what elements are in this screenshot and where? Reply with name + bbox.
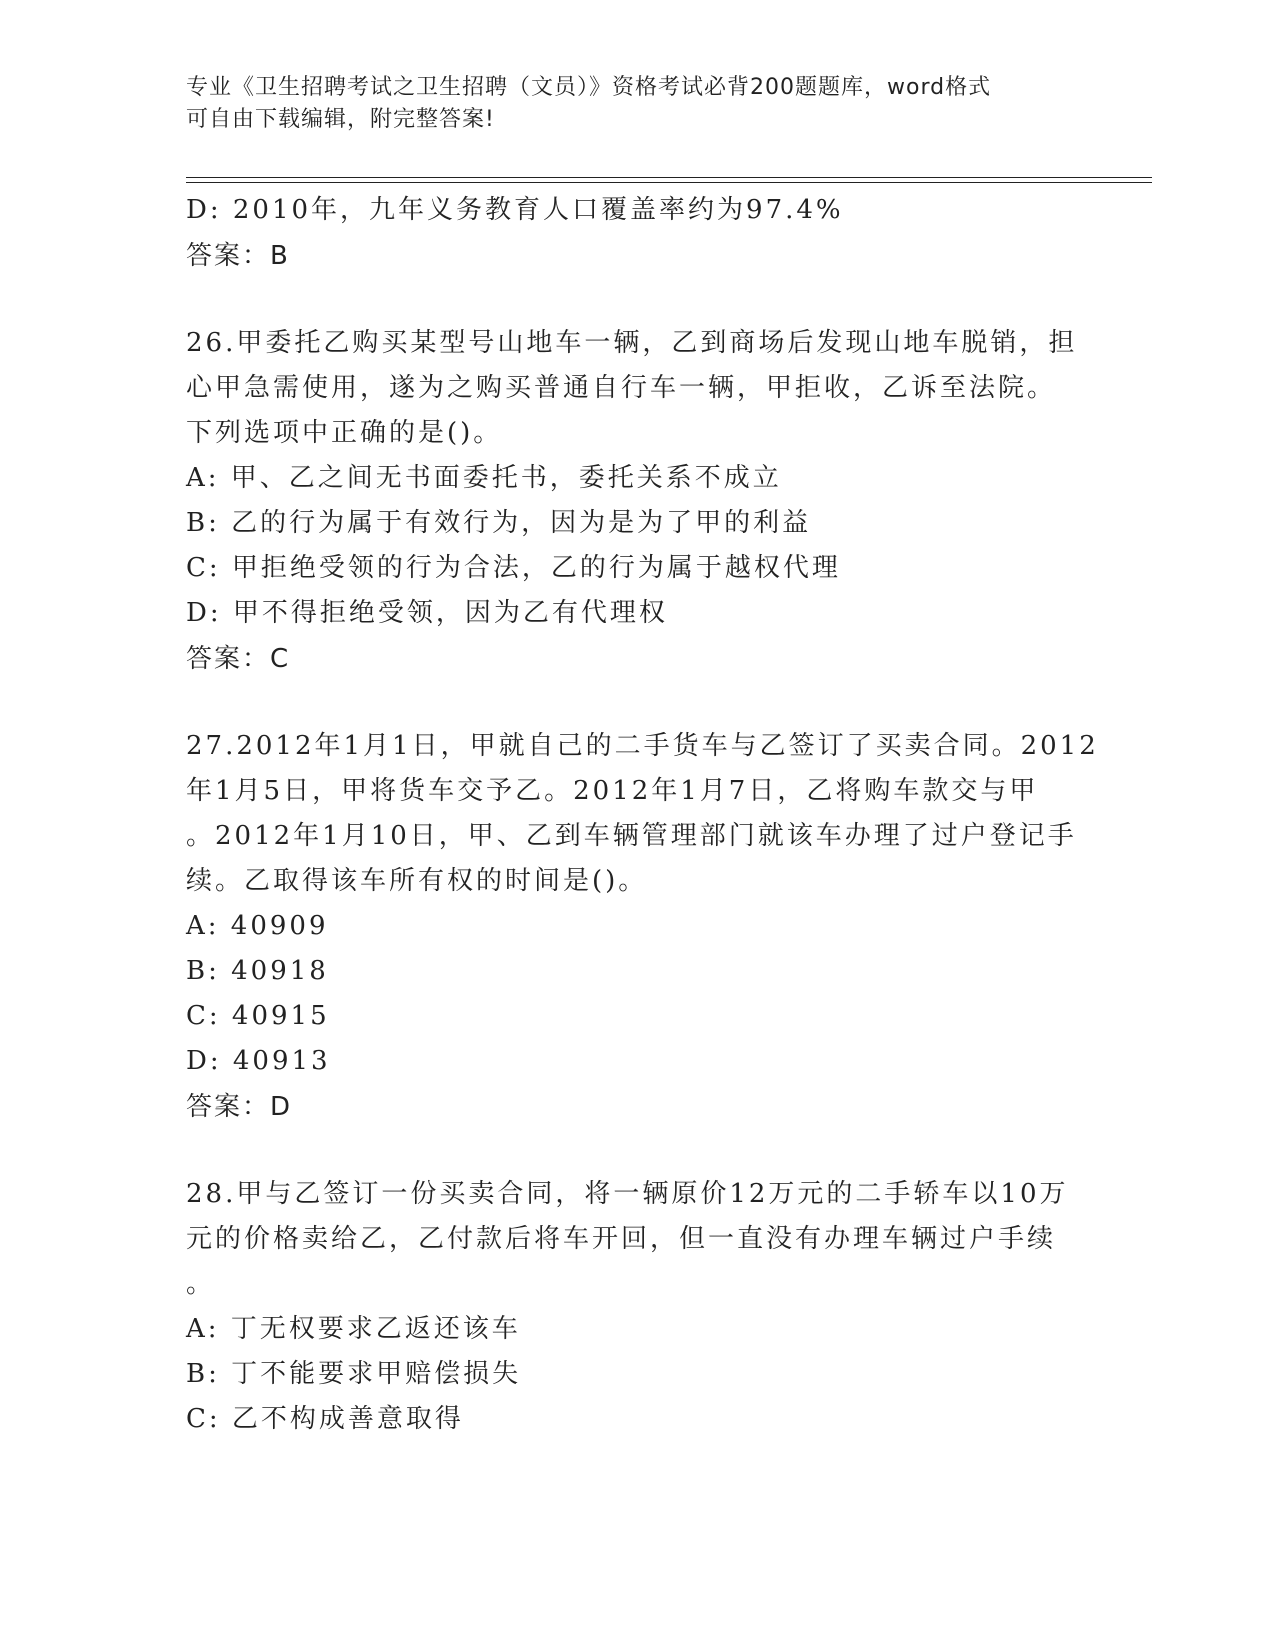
question-text-line: 元的价格卖给乙，乙付款后将车开回，但一直没有办理车辆过户手续 xyxy=(186,1224,1057,1254)
question-text-line: 27.2012年1月1日，甲就自己的二手货车与乙签订了买卖合同。2012 xyxy=(186,731,1099,761)
header-rule-bottom xyxy=(186,182,1152,183)
option-b: B: 乙的行为属于有效行为，因为是为了甲的利益 xyxy=(186,508,812,538)
document-header xyxy=(186,72,1066,136)
answer-line: 答案：C xyxy=(186,644,291,674)
question-text-line: 年1月5日，甲将货车交予乙。2012年1月7日，乙将购车款交与甲 xyxy=(186,776,1039,806)
question-text-line: 。2012年1月10日，甲、乙到车辆管理部门就该车办理了过户登记手 xyxy=(186,821,1077,851)
answer-line: 答案：D xyxy=(186,1092,293,1122)
option-a: A: 40909 xyxy=(186,911,329,941)
question-25-tail xyxy=(186,188,1086,279)
option-c: C: 乙不构成善意取得 xyxy=(186,1404,464,1434)
question-text-line: 。 xyxy=(186,1269,216,1299)
option-c: C: 40915 xyxy=(186,1001,330,1031)
option-c: C: 甲拒绝受领的行为合法，乙的行为属于越权代理 xyxy=(186,553,841,583)
option-b: B: 40918 xyxy=(186,956,329,986)
document-body xyxy=(186,188,1099,1442)
header-line-1: 专业《卫生招聘考试之卫生招聘（文员）》资格考试必背200题题库，word格式 xyxy=(186,75,992,100)
question-text-line: 26.甲委托乙购买某型号山地车一辆，乙到商场后发现山地车脱销，担 xyxy=(186,328,1078,358)
option-d: D: 2010年，九年义务教育人口覆盖率约为97.4% xyxy=(186,195,844,225)
question-27 xyxy=(186,724,1099,1130)
question-text-line: 续。乙取得该车所有权的时间是()。 xyxy=(186,866,648,896)
header-line-2: 可自由下载编辑，附完整答案! xyxy=(186,107,495,132)
option-a: A: 丁无权要求乙返还该车 xyxy=(186,1314,521,1344)
question-text-line: 下列选项中正确的是()。 xyxy=(186,418,503,448)
answer-line: 答案：B xyxy=(186,241,290,271)
option-d: D: 甲不得拒绝受领，因为乙有代理权 xyxy=(186,598,668,628)
option-b: B: 丁不能要求甲赔偿损失 xyxy=(186,1359,522,1389)
option-a: A: 甲、乙之间无书面委托书，委托关系不成立 xyxy=(186,463,782,493)
question-26 xyxy=(186,321,1086,682)
question-28 xyxy=(186,1172,1086,1442)
question-text-line: 心甲急需使用，遂为之购买普通自行车一辆，甲拒收，乙诉至法院。 xyxy=(186,373,1057,403)
option-d: D: 40913 xyxy=(186,1046,331,1076)
header-rule-top xyxy=(186,177,1152,178)
question-text-line: 28.甲与乙签订一份买卖合同，将一辆原价12万元的二手轿车以10万 xyxy=(186,1179,1069,1209)
